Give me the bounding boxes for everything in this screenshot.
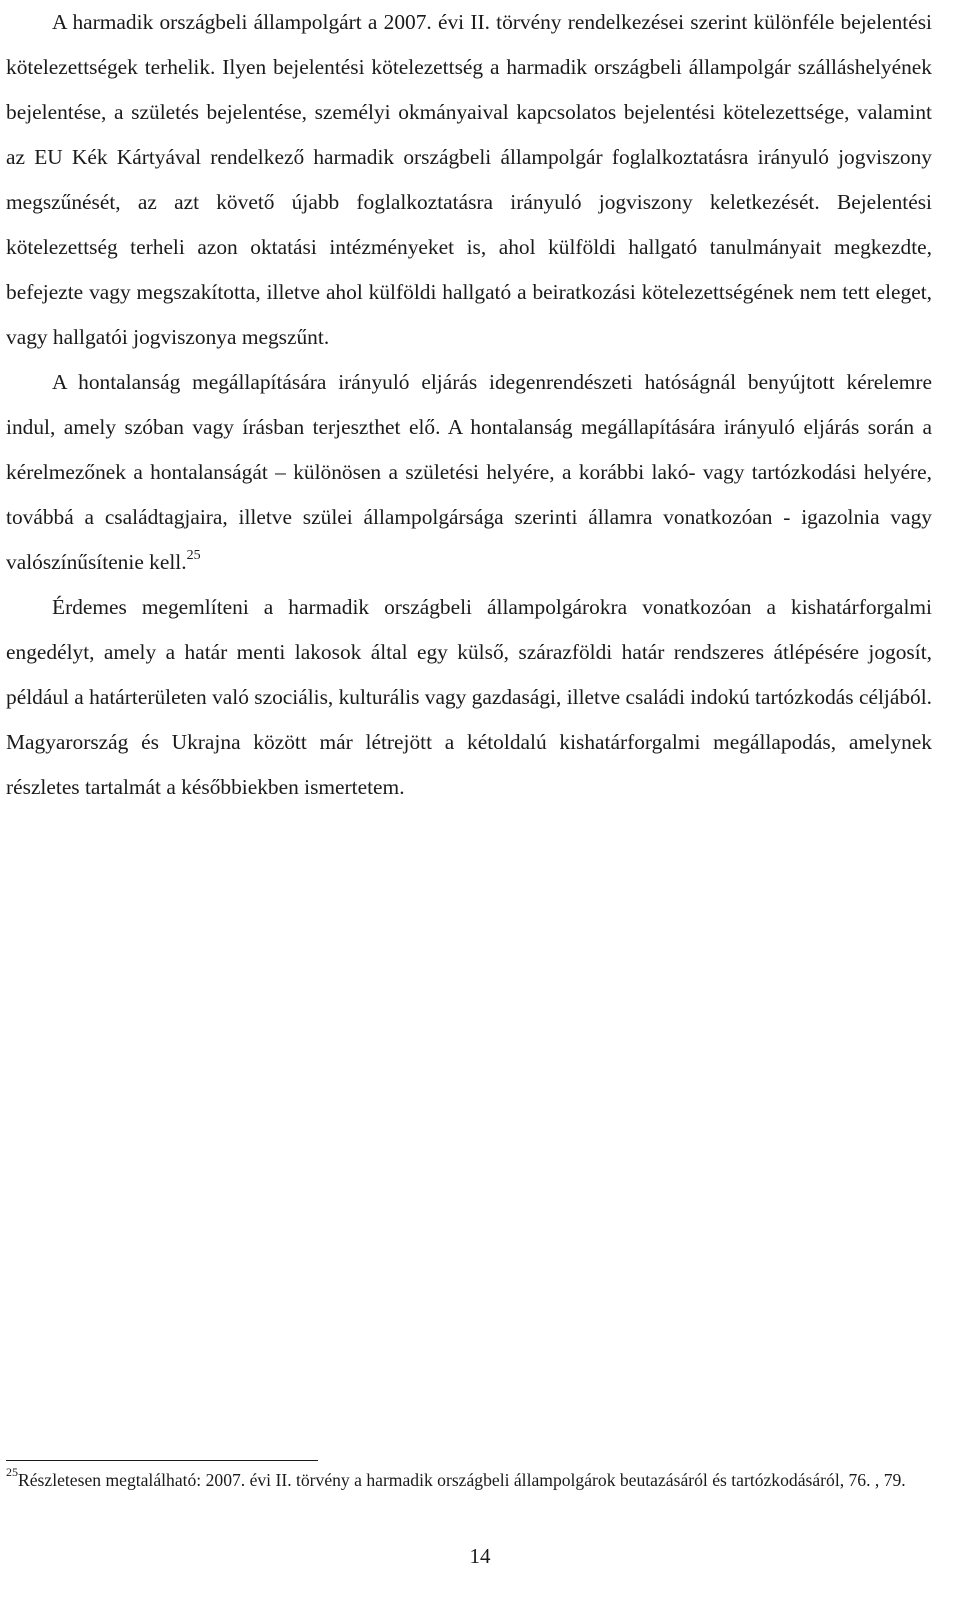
paragraph-statelessness-text: A hontalanság megállapítására irányuló eljárás idegenrendészeti hatóságnál benyújtott kérelemre indul, amely szóban vagy írásban terjeszthet elő. A hontalanság megállapítására irányuló eljárás során a kérelmezőnek a hontalanságát – különösen a születési helyére, a korábbi lakó- vagy tartózkodási helyére, továbbá a családtagjaira, illetve szülei állampolgársága szerinti államra vonatkozóan - igazolnia vagy valószínűsítenie kell. bbox=[6, 370, 932, 574]
footnote bbox=[6, 1466, 936, 1494]
footnote-number: 25 bbox=[6, 1465, 18, 1480]
paragraph-statelessness-procedure bbox=[6, 360, 932, 585]
page-number: 14 bbox=[469, 1544, 491, 1568]
footnote-text: Részletesen megtalálható: 2007. évi II. törvény a harmadik országbeli állampolgárok beutazásáról és tartózkodásáról, 76. , 79. bbox=[18, 1470, 906, 1490]
footnote-separator bbox=[6, 1460, 318, 1461]
paragraph-local-border-traffic: Érdemes megemlíteni a harmadik országbeli állampolgárokra vonatkozóan a kishatárforgalmi engedélyt, amely a határ menti lakosok által egy külső, szárazföldi határ rendszeres átlépésére jogosít, például a határterületen való szociális, kulturális vagy gazdasági, illetve családi indokú tartózkodás céljából. Magyarország és Ukrajna között már létrejött a kétoldalú kishatárforgalmi megállapodás, amelynek részletes tartalmát a későbbiekben ismertetem. bbox=[6, 595, 933, 799]
body-text bbox=[6, 0, 932, 810]
paragraph-reporting-obligations: A harmadik országbeli állampolgárt a 2007. évi II. törvény rendelkezései szerint különféle bejelentési kötelezettségek terhelik. Ilyen bejelentési kötelezettség a harmadik országbeli állampolgár szálláshelyének bejelentése, a születés bejelentése, személyi okmányaival kapcsolatos bejelentési kötelezettsége, valamint az EU Kék Kártyával rendelkező harmadik országbeli állampolgár foglalkoztatásra irányuló jogviszony megszűnését, az azt követő újabb foglalkoztatásra irányuló jogviszony keletkezését. Bejelentési kötelezettség terheli azon oktatási intézményeket is, ahol külföldi hallgató tanulmányait megkezdte, befejezte vagy megszakította, illetve ahol külföldi hallgató a beiratkozási kötelezettségének nem tett eleget, vagy hallgatói jogviszonya megszűnt. bbox=[6, 10, 932, 349]
footnote-reference: 25 bbox=[186, 547, 201, 563]
